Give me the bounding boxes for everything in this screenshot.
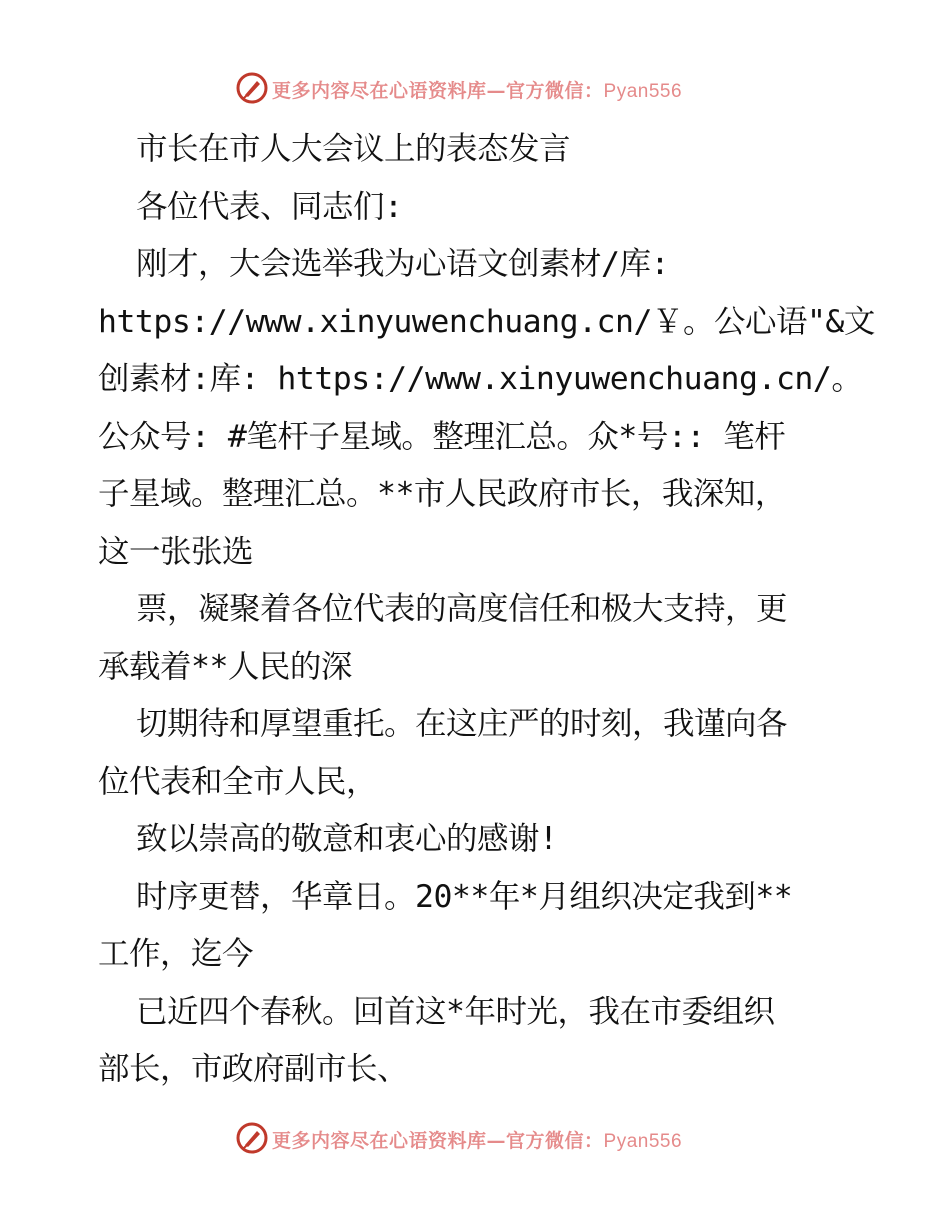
paragraph-1 xyxy=(98,236,875,581)
paragraph-1-line: https://www.xinyuwenchuang.cn/￥。公心语"&文 xyxy=(98,303,875,340)
header-watermark-banner xyxy=(0,70,950,110)
quill-logo-icon xyxy=(236,72,268,104)
greeting: 各位代表、同志们: xyxy=(136,188,403,225)
watermark-text xyxy=(272,1126,682,1153)
paragraph-4-line: 致以崇高的敬意和衷心的感谢! xyxy=(136,821,558,857)
footer-watermark-banner xyxy=(0,1120,950,1160)
paragraph-5 xyxy=(98,869,858,984)
watermark-main-text: 更多内容尽在心语资料库—官方微信： xyxy=(272,1130,604,1152)
paragraph-3-line: 位代表和全市人民， xyxy=(98,763,378,800)
paragraph-4 xyxy=(98,811,858,869)
paragraph-1-line: 子星域。整理汇总。**市人民政府市长，我深知， xyxy=(98,476,786,512)
paragraph-6 xyxy=(98,984,858,1099)
paragraph-5-line: 工作，迄今 xyxy=(98,936,254,972)
paragraph-2-line: 票，凝聚着各位代表的高度信任和极大支持，更 xyxy=(136,591,788,627)
watermark-wechat-id: Pyan556 xyxy=(603,1131,683,1152)
quill-logo-icon xyxy=(236,1122,268,1154)
paragraph-1-line: 创素材:库: https://www.xinyuwenchuang.cn/。 xyxy=(98,361,863,397)
watermark-main-text: 更多内容尽在心语资料库—官方微信： xyxy=(272,80,604,102)
document-title: 市长在市人大会议上的表态发言 xyxy=(136,131,571,167)
paragraph-5-line: 时序更替，华章日。20**年*月组织决定我到** xyxy=(136,878,793,915)
paragraph-1-line: 刚才，大会选举我为心语文创素材/库: xyxy=(136,246,669,282)
paragraph-3 xyxy=(98,696,858,811)
watermark-text xyxy=(272,76,682,103)
paragraph-2 xyxy=(98,581,858,696)
paragraph-6-line: 已近四个春秋。回首这*年时光，我在市委组织 xyxy=(136,993,775,1030)
paragraph-2-line: 承载着**人民的深 xyxy=(98,648,352,685)
paragraph-1-line: 公众号: #笔杆子星域。整理汇总。众*号:: 笔杆 xyxy=(98,418,786,455)
paragraph-3-line: 切期待和厚望重托。在这庄严的时刻，我谨向各 xyxy=(136,706,788,742)
paragraph-6-line: 部长，市政府副市长、 xyxy=(98,1051,409,1087)
paragraph-1-line: 这一张张选 xyxy=(98,533,254,570)
watermark-wechat-id: Pyan556 xyxy=(603,81,683,102)
